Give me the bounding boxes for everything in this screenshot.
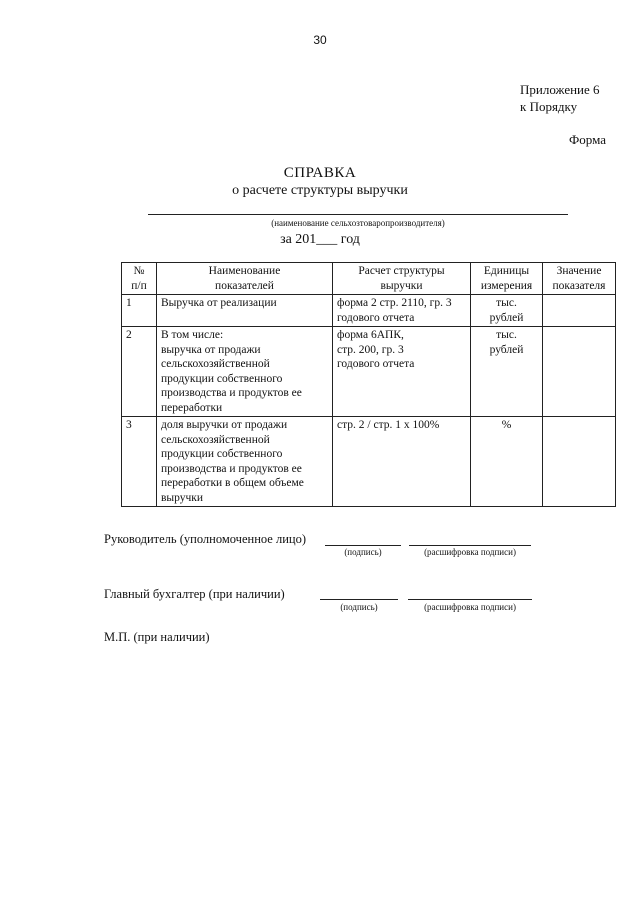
- row-unit-line: рублей: [489, 311, 524, 324]
- row-unit: [471, 327, 543, 417]
- header-name: [157, 263, 333, 295]
- document-subtitle: о расчете структуры выручки: [232, 183, 408, 198]
- header-unit: [471, 263, 543, 295]
- row-value: [543, 295, 616, 327]
- row-name-line: выручки: [161, 491, 204, 504]
- accountant-signature-label: Главный бухгалтер (при наличии): [104, 587, 285, 601]
- organization-name-caption: (наименование сельхозтоваропроизводителя): [271, 218, 445, 228]
- row-name-line: Выручка от реализации: [161, 297, 277, 309]
- row-num: 1: [122, 295, 157, 327]
- table-row: [122, 417, 616, 507]
- row-name-line: производства и продуктов ее: [161, 387, 302, 399]
- head-signature-caption: (подпись): [344, 547, 382, 557]
- row-name-line: производства и продуктов ее: [161, 462, 302, 475]
- page-number: 30: [313, 33, 327, 47]
- row-name-line: сельскохозяйственной: [161, 358, 270, 370]
- row-name: [157, 295, 333, 327]
- row-calc-line: стр. 200, гр. 3: [337, 343, 404, 356]
- header-name-line: показателей: [215, 279, 274, 292]
- head-name-caption: (расшифровка подписи): [424, 547, 516, 557]
- row-num: 3: [122, 417, 157, 507]
- row-name-line: переработки: [161, 401, 223, 414]
- row-name-line: В том числе:: [161, 329, 224, 341]
- row-name-line: продукции собственного: [161, 448, 283, 460]
- row-name-line: переработки в общем объеме: [161, 477, 304, 489]
- row-name-line: продукции собственного: [161, 372, 283, 385]
- table-row: [122, 327, 616, 417]
- table-row: [122, 295, 616, 327]
- header-calc-line: выручки: [380, 279, 423, 292]
- row-value: [543, 417, 616, 507]
- row-calc-line: годового отчета: [337, 358, 415, 370]
- header-num-line: №: [133, 265, 145, 277]
- row-name: [157, 327, 333, 417]
- accountant-signature-caption: (подпись): [340, 602, 378, 612]
- form-label: Форма: [569, 132, 606, 147]
- accountant-name-caption: (расшифровка подписи): [424, 602, 516, 612]
- row-unit-line: рублей: [489, 343, 524, 356]
- row-calc-line: форма 6АПК,: [337, 329, 404, 341]
- header-value-line: Значение: [556, 265, 602, 277]
- header-value: [543, 263, 616, 295]
- header-calc-line: Расчет структуры: [358, 265, 445, 277]
- header-unit-line: измерения: [480, 279, 533, 292]
- row-name-line: доля выручки от продажи: [161, 419, 288, 431]
- row-name-line: выручка от продажи: [161, 343, 261, 356]
- revenue-structure-table: [121, 262, 616, 507]
- row-name-line: сельскохозяйственной: [161, 433, 270, 446]
- row-value: [543, 327, 616, 417]
- row-unit-line: тыс.: [496, 297, 517, 309]
- document-title: СПРАВКА: [283, 165, 357, 181]
- head-name-line: [409, 545, 531, 546]
- row-calc-line: годового отчета: [337, 311, 415, 324]
- header-calc: [333, 263, 471, 295]
- row-calc: [333, 327, 471, 417]
- row-calc: [333, 417, 471, 507]
- organization-name-line: [148, 214, 568, 215]
- row-unit: [471, 295, 543, 327]
- stamp-label: М.П. (при наличии): [104, 630, 210, 644]
- row-calc: [333, 295, 471, 327]
- row-num: 2: [122, 327, 157, 417]
- row-unit-line: %: [501, 419, 512, 431]
- accountant-signature-line: [320, 599, 398, 600]
- header-value-line: показателя: [552, 279, 606, 292]
- row-calc-line: стр. 2 / стр. 1 х 100%: [337, 419, 440, 431]
- header-num-line: п/п: [131, 279, 147, 292]
- accountant-name-line: [408, 599, 532, 600]
- head-signature-line: [325, 545, 401, 546]
- table-header-row: [122, 263, 616, 295]
- appendix-line-2: к Порядку: [520, 99, 578, 114]
- header-name-line: Наименование: [208, 265, 281, 277]
- row-name: [157, 417, 333, 507]
- header-num: [122, 263, 157, 295]
- row-calc-line: форма 2 стр. 2110, гр. 3: [337, 297, 452, 309]
- reporting-period: за 201___ год: [280, 232, 360, 247]
- appendix-line-1: Приложение 6: [520, 82, 600, 97]
- row-unit-line: тыс.: [496, 329, 517, 341]
- row-unit: [471, 417, 543, 507]
- header-unit-line: Единицы: [483, 265, 530, 277]
- head-signature-label: Руководитель (уполномоченное лицо): [104, 532, 307, 546]
- appendix-reference: [520, 81, 600, 115]
